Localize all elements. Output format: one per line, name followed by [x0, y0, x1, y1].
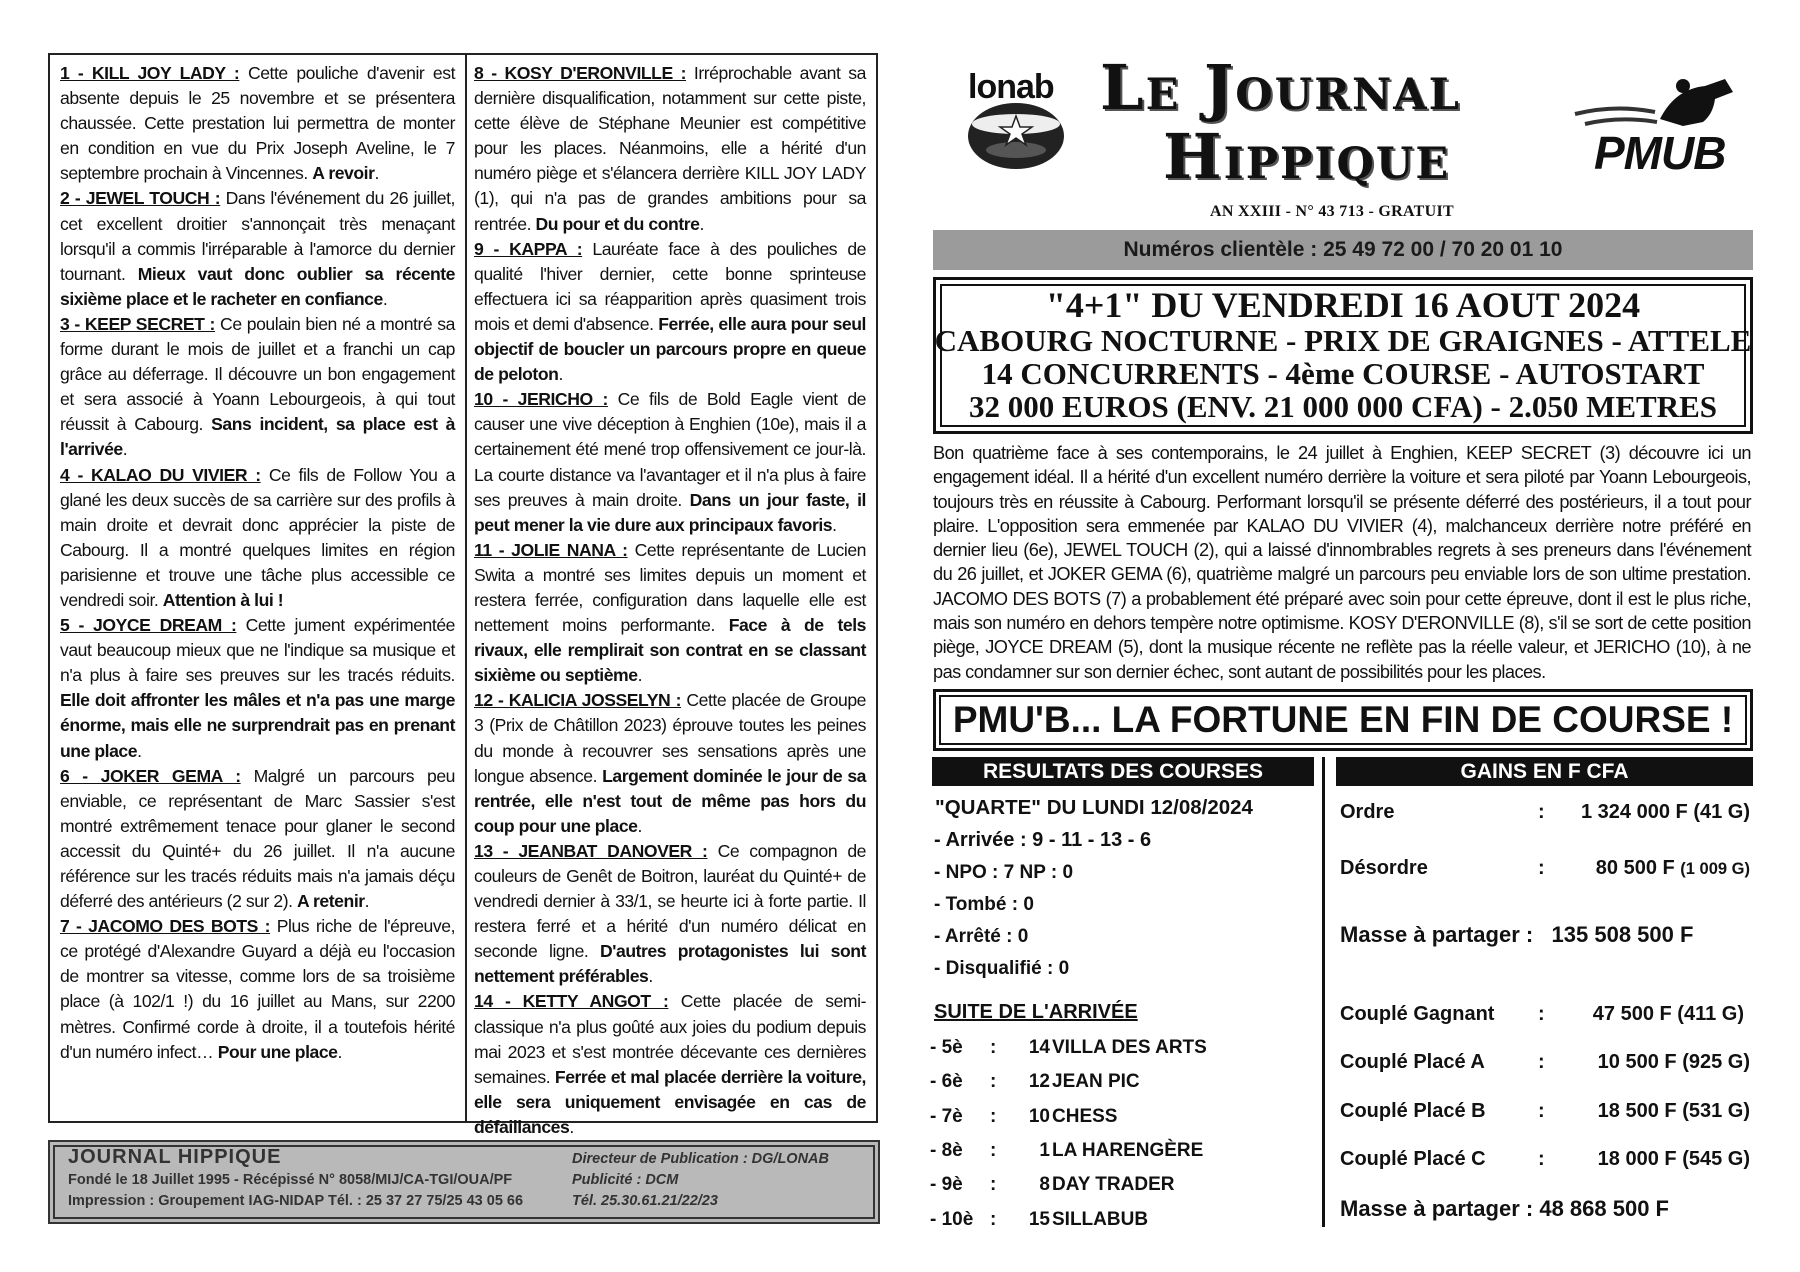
horse-tail: . — [569, 1116, 574, 1137]
horse-comment: Ce fils de Follow You a glané les deux succès de sa carrière sur des profils à main droite et devrait donc apprécier la piste de Cabourg. Il a montré quelques limites en région parisienne et trouve une tâche plus accessible ce vendredi soir. — [60, 464, 455, 610]
horse-entry — [474, 839, 866, 990]
horse-name: 4 - KALAO DU VIVIER : — [60, 464, 261, 485]
horse-tail: . — [364, 891, 370, 912]
horse-tail: . — [382, 288, 388, 309]
suite-rank: - 5è — [930, 1037, 963, 1058]
gain-label: Ordre — [1340, 801, 1395, 823]
npo: - NPO : 7 NP : 0 — [934, 862, 1074, 883]
horse-name: 6 - JOKER GEMA : — [60, 765, 241, 786]
horse-entry — [60, 312, 455, 463]
horse-tail: . — [699, 213, 704, 234]
horse-comment: Dans l'événement du 26 juillet, cet excellent droitier s'annonçait très menaçant lorsqu'il a commis l'irréparable à l'amorce du dernier tournant. — [60, 188, 455, 284]
horse-tail: . — [832, 514, 837, 535]
horse-comment: Cette placée de semi-classique n'a plus goûté aux joies du podium depuis mai 2023 et s'est montrée décevante ces dernières semaines. — [474, 991, 866, 1087]
horse-verdict: D'autres protagonistes lui sont nettement préférables — [474, 941, 866, 987]
horse-entry — [60, 613, 455, 764]
horse-name: 14 - KETTY ANGOT : — [474, 991, 669, 1012]
gain-couple-place-a: Couplé Placé A : 10 500 F (925 G) — [1340, 1051, 1750, 1073]
horse-entry — [60, 186, 455, 311]
gain-couple-gagnant: Couplé Gagnant : 47 500 F (411 G) — [1340, 1003, 1744, 1025]
horse-verdict: Pour une place — [217, 1041, 338, 1062]
horse-comment: Lauréate face à des pouliches de qualité l'hiver dernier, cette bonne sprinteuse effectuera ici sa réapparition après quasiment trois mois et demi d'absence. — [474, 238, 866, 334]
race-venue: CABOURG NOCTURNE - PRIX DE GRAIGNES - ATTELE — [934, 323, 1752, 358]
horse-tail: . — [122, 439, 128, 460]
imprint-right — [572, 1149, 829, 1212]
horse-verdict: Mieux vaut donc oublier sa récente sixième place et le racheter en confiance — [60, 263, 455, 309]
horse-verdict: Du pour et du contre — [535, 213, 700, 234]
horse-name: 13 - JEANBAT DANOVER : — [474, 840, 708, 861]
client-numbers-bar: Numéros clientèle : 25 49 72 00 / 70 20 01 10 — [933, 230, 1753, 270]
imprint-founded: Fondé le 18 Juillet 1995 - Récépissé N° 8058/MIJ/CA-TGI/OUA/PF — [68, 1172, 513, 1188]
horse-entry — [474, 538, 866, 689]
horse-name: 9 - KAPPA : — [474, 238, 583, 259]
horse-tail: . — [137, 740, 142, 761]
suite-name: CHESS — [1052, 1106, 1118, 1127]
gain-label: Désordre — [1340, 857, 1428, 879]
gain-value: 1 324 000 F (41 G) — [1581, 801, 1750, 823]
horse-verdict: Sans incident, sa place est à l'arrivée — [60, 414, 455, 460]
suite-rank: - 10è — [930, 1209, 974, 1230]
suite-title: SUITE DE L'ARRIVÉE — [934, 1001, 1138, 1023]
horse-name: 1 - KILL JOY LADY : — [60, 63, 240, 83]
horse-comment: Ce poulain bien né a montré sa forme durant le mois de juillet et a franchi un cap grâce au déferrage. Il découvre un bon engagement et sera associé à Yoann Lebourgeois, à qui tout réussit à Cabourg. — [60, 313, 455, 435]
race-summary: Bon quatrième face à ses contemporains, le 24 juillet à Enghien, KEEP SECRET (3) découvre ici un engagement idéal. Il a hérité d'un excellent numéro derrière la voiture et sera piloté par Yoann Lebourgeois, toujours très en réussite à Cabourg. Performant lorsqu'il se présente déferré des postérieurs, il a tout pour plaire. L'opposition sera emmenée par KALAO DU VIVIER (4), malchanceux derrière notre préféré en dernier lieu (6e), JEWEL TOUCH (2), qui a laissé d'innombrables regrets à ses preneurs dans l'événement du 26 juillet, et JOKER GEMA (6), quatrième malgré un parcours peu enviable lors de son ultime prestation. JACOMO DES BOTS (7) a probablement été préparé avec soin pour cette épreuve, dont il est le plus riche, mais son numéro en dehors tempère notre optimisme. KOSY D'ERONVILLE (8), s'il se sort de cette position piège, JOYCE DREAM (5), dont la musique récente ne reflète pas la réelle valeur, et JERICHO (10), à ne pas condamner sur son dernier échec, sont autant de possibilités pour les places. — [933, 443, 1751, 682]
horse-verdict: Ferrée et mal placée derrière la voiture, elle sera uniquement envisagée en cas de défaillances — [474, 1066, 866, 1137]
gain-value: 18 500 F (531 G) — [1597, 1100, 1750, 1122]
gain-value: 80 500 F (1 009 G) — [1595, 857, 1750, 879]
suite-name: SILLABUB — [1052, 1209, 1149, 1230]
horse-tail: . — [337, 1041, 342, 1062]
horse-name: 7 - JACOMO DES BOTS : — [60, 916, 271, 937]
gain-desordre: Désordre : 80 500 F (1 009 G) — [1340, 857, 1750, 879]
suite-num: 10 — [1028, 1106, 1050, 1127]
gain-ordre: Ordre : 1 324 000 F (41 G) — [1340, 801, 1750, 823]
masse-value: : 48 868 500 F — [1525, 1196, 1669, 1221]
lonab-logo-text: lonab — [968, 68, 1054, 106]
horse-name: 10 - JERICHO : — [474, 389, 608, 410]
suite-num: 12 — [1028, 1071, 1050, 1092]
horse-entry — [60, 463, 455, 614]
masse-partager-2 — [1340, 1196, 1669, 1222]
horse-verdict: Dans un jour faste, il peut mener la vie dure aux principaux favoris — [474, 489, 866, 535]
horse-name: 5 - JOYCE DREAM : — [60, 615, 237, 636]
horse-comment: Ce fils de Bold Eagle vient de causer une vive déception à Enghien (10e), mais il a certainement été mené trop offensivement ce jour-là. La courte distance va l'avantager et il n'a plus à faire ses preuves à main droite. — [474, 389, 866, 510]
issue-number: AN XXIII - N° 43 713 - GRATUIT — [1210, 203, 1454, 220]
column-divider — [465, 53, 467, 1123]
gain-value: 18 000 F (545 G) — [1597, 1148, 1750, 1170]
gain-value: 47 500 F (411 G) — [1592, 1003, 1744, 1025]
horse-entry — [474, 237, 866, 388]
suite-name: DAY TRADER — [1052, 1174, 1175, 1195]
horse-entry — [474, 61, 866, 237]
horse-comment: Cette représentante de Lucien Swita a montré ses limites depuis un moment et restera ferrée, configuration dans laquelle elle est nettement moins performante. — [474, 539, 867, 636]
horse-verdict: Elle doit affronter les mâles et n'a pas une marge énorme, mais elle ne surprendrait pas en prenant une place — [60, 690, 455, 761]
race-title: "4+1" DU VENDREDI 16 AOUT 2024 — [1045, 285, 1641, 325]
imprint-director: Directeur de Publication : DG/LONAB — [572, 1151, 829, 1167]
horse-comment: Ce compagnon de couleurs de Genêt de Boitron, lauréat du Quinté+ de vendredi dernier à 33/1, se heurte ici à forte partie. Il restera ferré et a hérité d'un numéro délicat en seconde ligne. — [474, 840, 866, 962]
suite-name: JEAN PIC — [1052, 1071, 1140, 1092]
imprint-phone: Tél. 25.30.61.21/22/23 — [572, 1193, 718, 1209]
horse-tail: . — [374, 163, 379, 184]
horse-verdict: Attention à lui ! — [162, 589, 284, 610]
commentary-column-1 — [60, 61, 455, 1065]
horse-comment: Malgré un parcours peu enviable, ce représentant de Marc Sassier s'est montré extrêmement tenace pour glaner le second accessit du Quinté+ du 26 juillet. Il n'a aucune référence sur les tracés réduits mais n'a jamais déçu déferré des antérieurs (2 sur 2). — [60, 765, 455, 912]
suite-rank: - 8è — [930, 1140, 963, 1161]
horse-comment: Cette jument expérimentée vaut beaucoup mieux que ne l'indique sa musique et n'a plus à faire ses preuves sur les tracés réduits. — [60, 615, 455, 686]
gains-header: GAINS EN F CFA — [1336, 757, 1753, 786]
horse-verdict: A revoir — [312, 163, 375, 184]
horse-entry — [60, 61, 455, 186]
suite-name: LA HARENGÈRE — [1052, 1140, 1204, 1161]
suite-rank: - 6è — [930, 1071, 963, 1092]
race-runners: 14 CONCURRENTS - 4ème COURSE - AUTOSTART — [981, 356, 1705, 391]
suite-rank: - 9è — [930, 1174, 963, 1195]
horse-name: 2 - JEWEL TOUCH : — [60, 188, 221, 209]
horse-verdict: Largement dominée le jour de sa rentrée, elle n'est tout de même pas hors du coup pour une place — [474, 765, 866, 836]
horse-name: 8 - KOSY D'ERONVILLE : — [474, 63, 687, 83]
horse-verdict: Ferrée, elle aura pour seul objectif de boucler un parcours propre en queue de peloton — [474, 313, 866, 385]
pmub-logo-text: PMUB — [1594, 127, 1726, 179]
horse-name: 3 - KEEP SECRET : — [60, 313, 215, 334]
gain-label: Couplé Placé C — [1340, 1148, 1486, 1170]
horse-comment: Cette placée de Groupe 3 (Prix de Châtillon 2023) éprouve toutes les peines du monde à recouvrer ses sensations après une longue absence. — [474, 690, 866, 786]
suite-num: 1 — [1039, 1140, 1050, 1161]
journal-title-line1: Le Journal — [1100, 51, 1461, 124]
suite-num: 8 — [1039, 1174, 1050, 1195]
results-header: RESULTATS DES COURSES — [932, 757, 1314, 786]
gain-label: Couplé Placé A — [1340, 1051, 1485, 1073]
horse-verdict: A retenir — [297, 891, 365, 912]
masse-label: Masse à partager : — [1340, 922, 1534, 947]
commentary-column-2 — [474, 61, 866, 1140]
horse-comment: Cette pouliche d'avenir est absente depuis le 25 novembre et se présentera chaussée. Cette prestation lui permettra de monter en condition en vue du Prix Joseph Aveline, le 7 septembre prochain à Vincennes. — [60, 63, 456, 184]
horse-entry — [60, 914, 455, 1065]
horse-name: 11 - JOLIE NANA : — [474, 539, 628, 560]
horse-tail: . — [558, 364, 563, 385]
tombe: - Tombé : 0 — [934, 894, 1034, 915]
suite-name: VILLA DES ARTS — [1052, 1037, 1207, 1058]
gain-couple-place-c: Couplé Placé C : 18 000 F (545 G) — [1340, 1148, 1750, 1170]
gain-value: 10 500 F (925 G) — [1597, 1051, 1750, 1073]
race-purse: 32 000 EUROS (ENV. 21 000 000 CFA) - 2.050 METRES — [968, 389, 1718, 424]
horse-tail: . — [637, 815, 642, 836]
quarte-title: "QUARTE" DU LUNDI 12/08/2024 — [935, 796, 1253, 819]
horse-comment: Plus riche de l'épreuve, ce protégé d'Alexandre Guyard a déjà eu l'occasion de montrer sa vitesse, comme lors de sa troisième place (à 102/1 !) du 16 juillet au Mans, sur 2200 mètres. Confirmé corde à droite, il a toutefois hérité d'un numéro infect… — [60, 916, 456, 1062]
imprint-left — [68, 1170, 523, 1212]
horse-tail: . — [637, 665, 643, 686]
imprint-title: JOURNAL HIPPIQUE — [68, 1146, 282, 1168]
arrete: - Arrêté : 0 — [934, 926, 1029, 947]
disqualifie: - Disqualifié : 0 — [934, 958, 1070, 979]
horse-name: 12 - KALICIA JOSSELYN : — [474, 690, 682, 711]
results-divider — [1322, 757, 1325, 1227]
masse-label: Masse à partager — [1340, 1196, 1520, 1221]
arrivee: - Arrivée : 9 - 11 - 13 - 6 — [934, 829, 1152, 851]
journal-title-line2: Hippique — [1163, 120, 1451, 193]
horse-verdict: Face à de tels rivaux, elle remplirait son contrat en se classant sixième ou septième — [474, 615, 866, 686]
imprint-advertising: Publicité : DCM — [572, 1172, 679, 1188]
suite-num: 14 — [1028, 1037, 1050, 1058]
horse-entry — [474, 387, 866, 538]
suite-num: 15 — [1028, 1209, 1050, 1230]
horse-entry — [474, 688, 866, 839]
gain-label: Couplé Placé B — [1340, 1100, 1486, 1122]
imprint-printing: Impression : Groupement IAG-NIDAP Tél. : 25 37 27 75/25 43 05 66 — [68, 1193, 524, 1209]
suite-rank: - 7è — [930, 1106, 963, 1127]
gain-label: Couplé Gagnant — [1340, 1003, 1495, 1025]
horse-comment: Irréprochable avant sa dernière disqualification, notamment sur cette piste, cette élève de Stéphane Meunier est compétitive pour les places. Néanmoins, elle a hérité d'un numéro piège et s'élancera derrière KILL JOY LADY (1), qui n'a pas de grandes ambitions pour sa rentrée. — [474, 63, 866, 234]
slogan-banner: PMU'B... LA FORTUNE EN FIN DE COURSE ! — [933, 689, 1753, 751]
horse-entry — [474, 989, 866, 1140]
masse-partager-1 — [1340, 922, 1693, 948]
horse-entry — [60, 764, 455, 915]
horse-tail: . — [648, 966, 653, 987]
gain-couple-place-b: Couplé Placé B : 18 500 F (531 G) — [1340, 1100, 1750, 1122]
masse-value: 135 508 500 F — [1551, 922, 1694, 947]
